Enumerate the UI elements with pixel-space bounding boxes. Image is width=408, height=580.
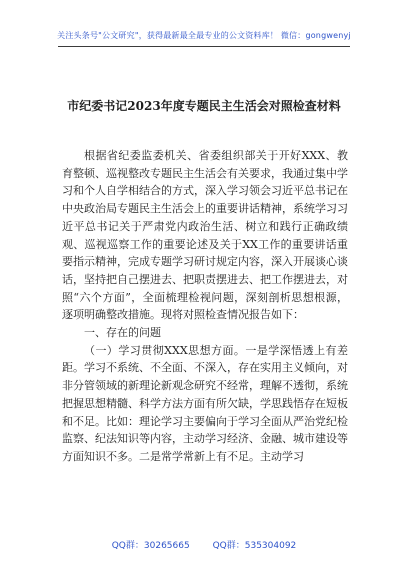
document-body [62,147,348,466]
header-banner: 关注头条号"公文研究"，获得最新最全最专业的公文资料库！ 微信：gongwenyj [57,31,351,40]
header-divider [58,46,350,47]
intro-paragraph: 根据省纪委监委机关、省委组织部关于开好XXX、教育整顿、巡视整改专题民主生活会有关要求，我通过集中学习和个人自学相结合的方式，深入学习领会习近平总书记在中央政治局专题民主生活会上的重要讲话精神，系统学习习近平总书记关于严肃党内政治生活、树立和践行正确政绩观、巡视巡察工作的重要论述及关于XX工作的重要讲话重要指示精神，完成专题学习研讨规定内容，深入开展谈心谈话，坚持把自己摆进去、把职责摆进去、把工作摆进去，对照“六个方面”，全面梳理检视问题，深刻剖析思想根源，逐项明确整改措施。现将对照检查情况报告如下： [62,149,348,322]
section-heading: 一、存在的问题 [84,326,161,340]
footer-contacts [0,538,408,551]
document-title: 市纪委书记2023年度专题民主生活会对照检查材料 [67,99,341,113]
subsection-paragraph: （一）学习贯彻XXX思想方面。一是学深悟透上有差距。学习不系统、不全面、不深入，存在实用主义倾向，对非分管领域的新理论新观念研究不经常，理解不透彻，系统把握思想精髓、科学方法方面有所欠缺，学思践悟存在短板和不足。比如：理论学习主要偏向于学习全面从严治党纪检监察、纪法知识等内容，主动学习经济、金融、城市建设等方面知识不多。二是常学常新上有不足。主动学习 [62,343,348,463]
footer-qq-group-2: QQ群：535304092 [212,541,297,551]
footer-qq-group-1: QQ群：30265665 [111,541,190,551]
